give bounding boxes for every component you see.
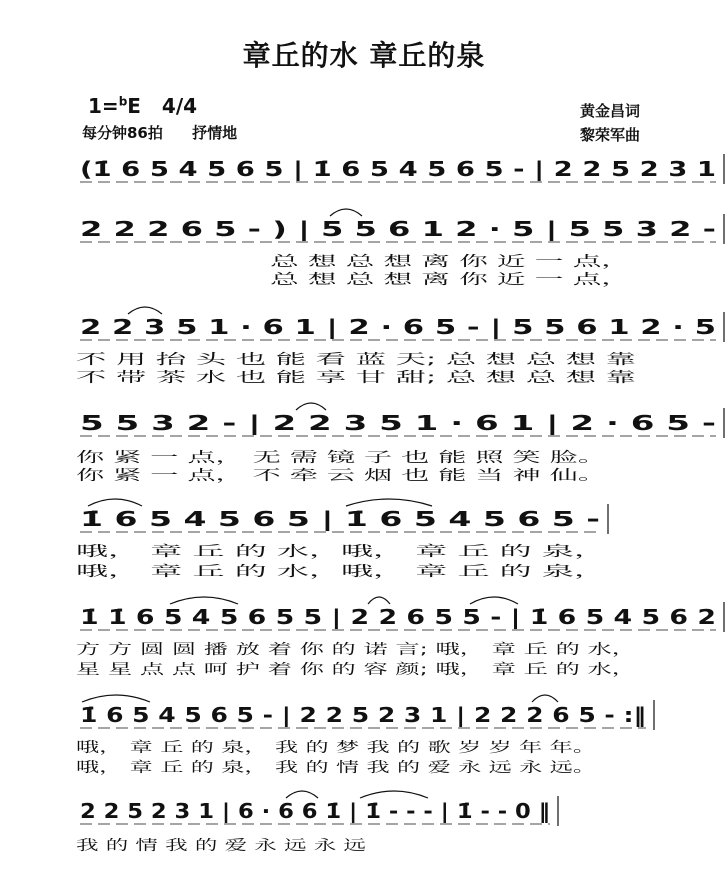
lyric-line-1: 总 想 总 想 离 你 近 一 点， (270, 254, 446, 270)
slur-arc (330, 209, 362, 216)
notation-line: 2 2 5 2 3 1 | 6 · 6 6 1̇ | 1̇ - - - | 1̇ - - 0 ‖ (80, 799, 550, 823)
notation-line: (1̇ 6 5 4 5 6 5 | 1̇ 6 5 4 5 6 5 - | 2 2 5 2 3 1 (80, 157, 716, 181)
lyricist-credit: 黄金昌词 (580, 102, 641, 120)
slur-arc (82, 695, 150, 702)
slur-arc (368, 597, 390, 604)
lyric-line-2: 哦， 章 丘 的 水，哦， 章 丘 的 泉， (76, 564, 308, 580)
notation-line: 1̇ 6 5 4 5 6 5 | 1̇ 6 5 4 5 6 5 - (80, 507, 600, 531)
lyric-line-1: 方 方 圆 圆 播 放 着 你 的 诺 言; 哦， 章 丘 的 水， (76, 642, 400, 658)
slur-arc (286, 791, 318, 798)
slur-arc (296, 403, 326, 410)
time-signature: 4/4 (161, 94, 198, 118)
slur-arc (360, 791, 428, 798)
slur-arc (470, 597, 518, 604)
expression-marking: 抒情地 (192, 124, 238, 142)
lyric-line-2: 总 想 总 想 离 你 近 一 点， (270, 272, 446, 288)
lyric-line-1: 不 用 抬 头 也 能 看 蓝 天; 总 想 总 想 靠 (76, 352, 335, 368)
lyric-line-2: 不 带 茶 水 也 能 享 甘 甜; 总 想 总 想 靠 (76, 370, 335, 386)
key-prefix: 1= (88, 94, 119, 118)
lyric-line-2: 星 星 点 点 呵 护 着 你 的 容 颜; 哦， 章 丘 的 水， (76, 662, 400, 678)
flat-sign: b (118, 94, 128, 109)
notation-line: 1̇ 6 5 4 5 6 5 - | 2 2 5 2 3 1 | 2 2 2 6 5 - :‖ (80, 703, 646, 727)
lyric-line-1: 你 紧 一 点， 无 需 镜 子 也 能 照 笑 脸。 (76, 450, 340, 466)
slur-arc (532, 695, 558, 702)
notation-line: 2 2 3 5 1 · 6 1 | 2 · 6 5 - | 5 5 6 1 2 · 5 (80, 315, 716, 339)
lyric-line-1: 哦， 章 丘 的 水，哦， 章 丘 的 泉， (76, 544, 308, 560)
lyric-line-2: 你 紧 一 点， 不 牵 云 烟 也 能 当 神 仙。 (76, 468, 340, 484)
slur-arc (128, 307, 162, 314)
lyric-line-1: 我 的 情 我 的 爱 永 远 永 远 (76, 838, 257, 854)
slur-arc (346, 499, 432, 506)
notation-line: 1̇ 1̇ 6 5 4 5 6 5 5 | 2 2 6 5 5 - | 1̇ 6 5 4 5 6 2 (80, 605, 716, 629)
slur-arc (170, 597, 238, 604)
song-title: 章丘的水 章丘的泉 (242, 39, 486, 72)
slur-arc (88, 499, 142, 506)
lyric-line-1: 哦， 章 丘 的 泉， 我 的 梦 我 的 歌 岁 岁 年 年。 (76, 740, 391, 756)
lyric-line-2: 哦， 章 丘 的 泉， 我 的 情 我 的 爱 永 远 永 远。 (76, 760, 391, 776)
composer-credit: 黎荣军曲 (580, 126, 641, 144)
tempo-marking: 每分钟86拍 (82, 124, 163, 142)
key-note: E (127, 94, 141, 118)
notation-line: 5 5 3 2 - | 2 2 3 5 1 · 6 1 | 2 · 6 5 - (80, 411, 716, 435)
notation-line: 2 2 2 6 5 - ) | 5 5 6 1 2 · 5 | 5 5 3 2 - (80, 217, 716, 241)
